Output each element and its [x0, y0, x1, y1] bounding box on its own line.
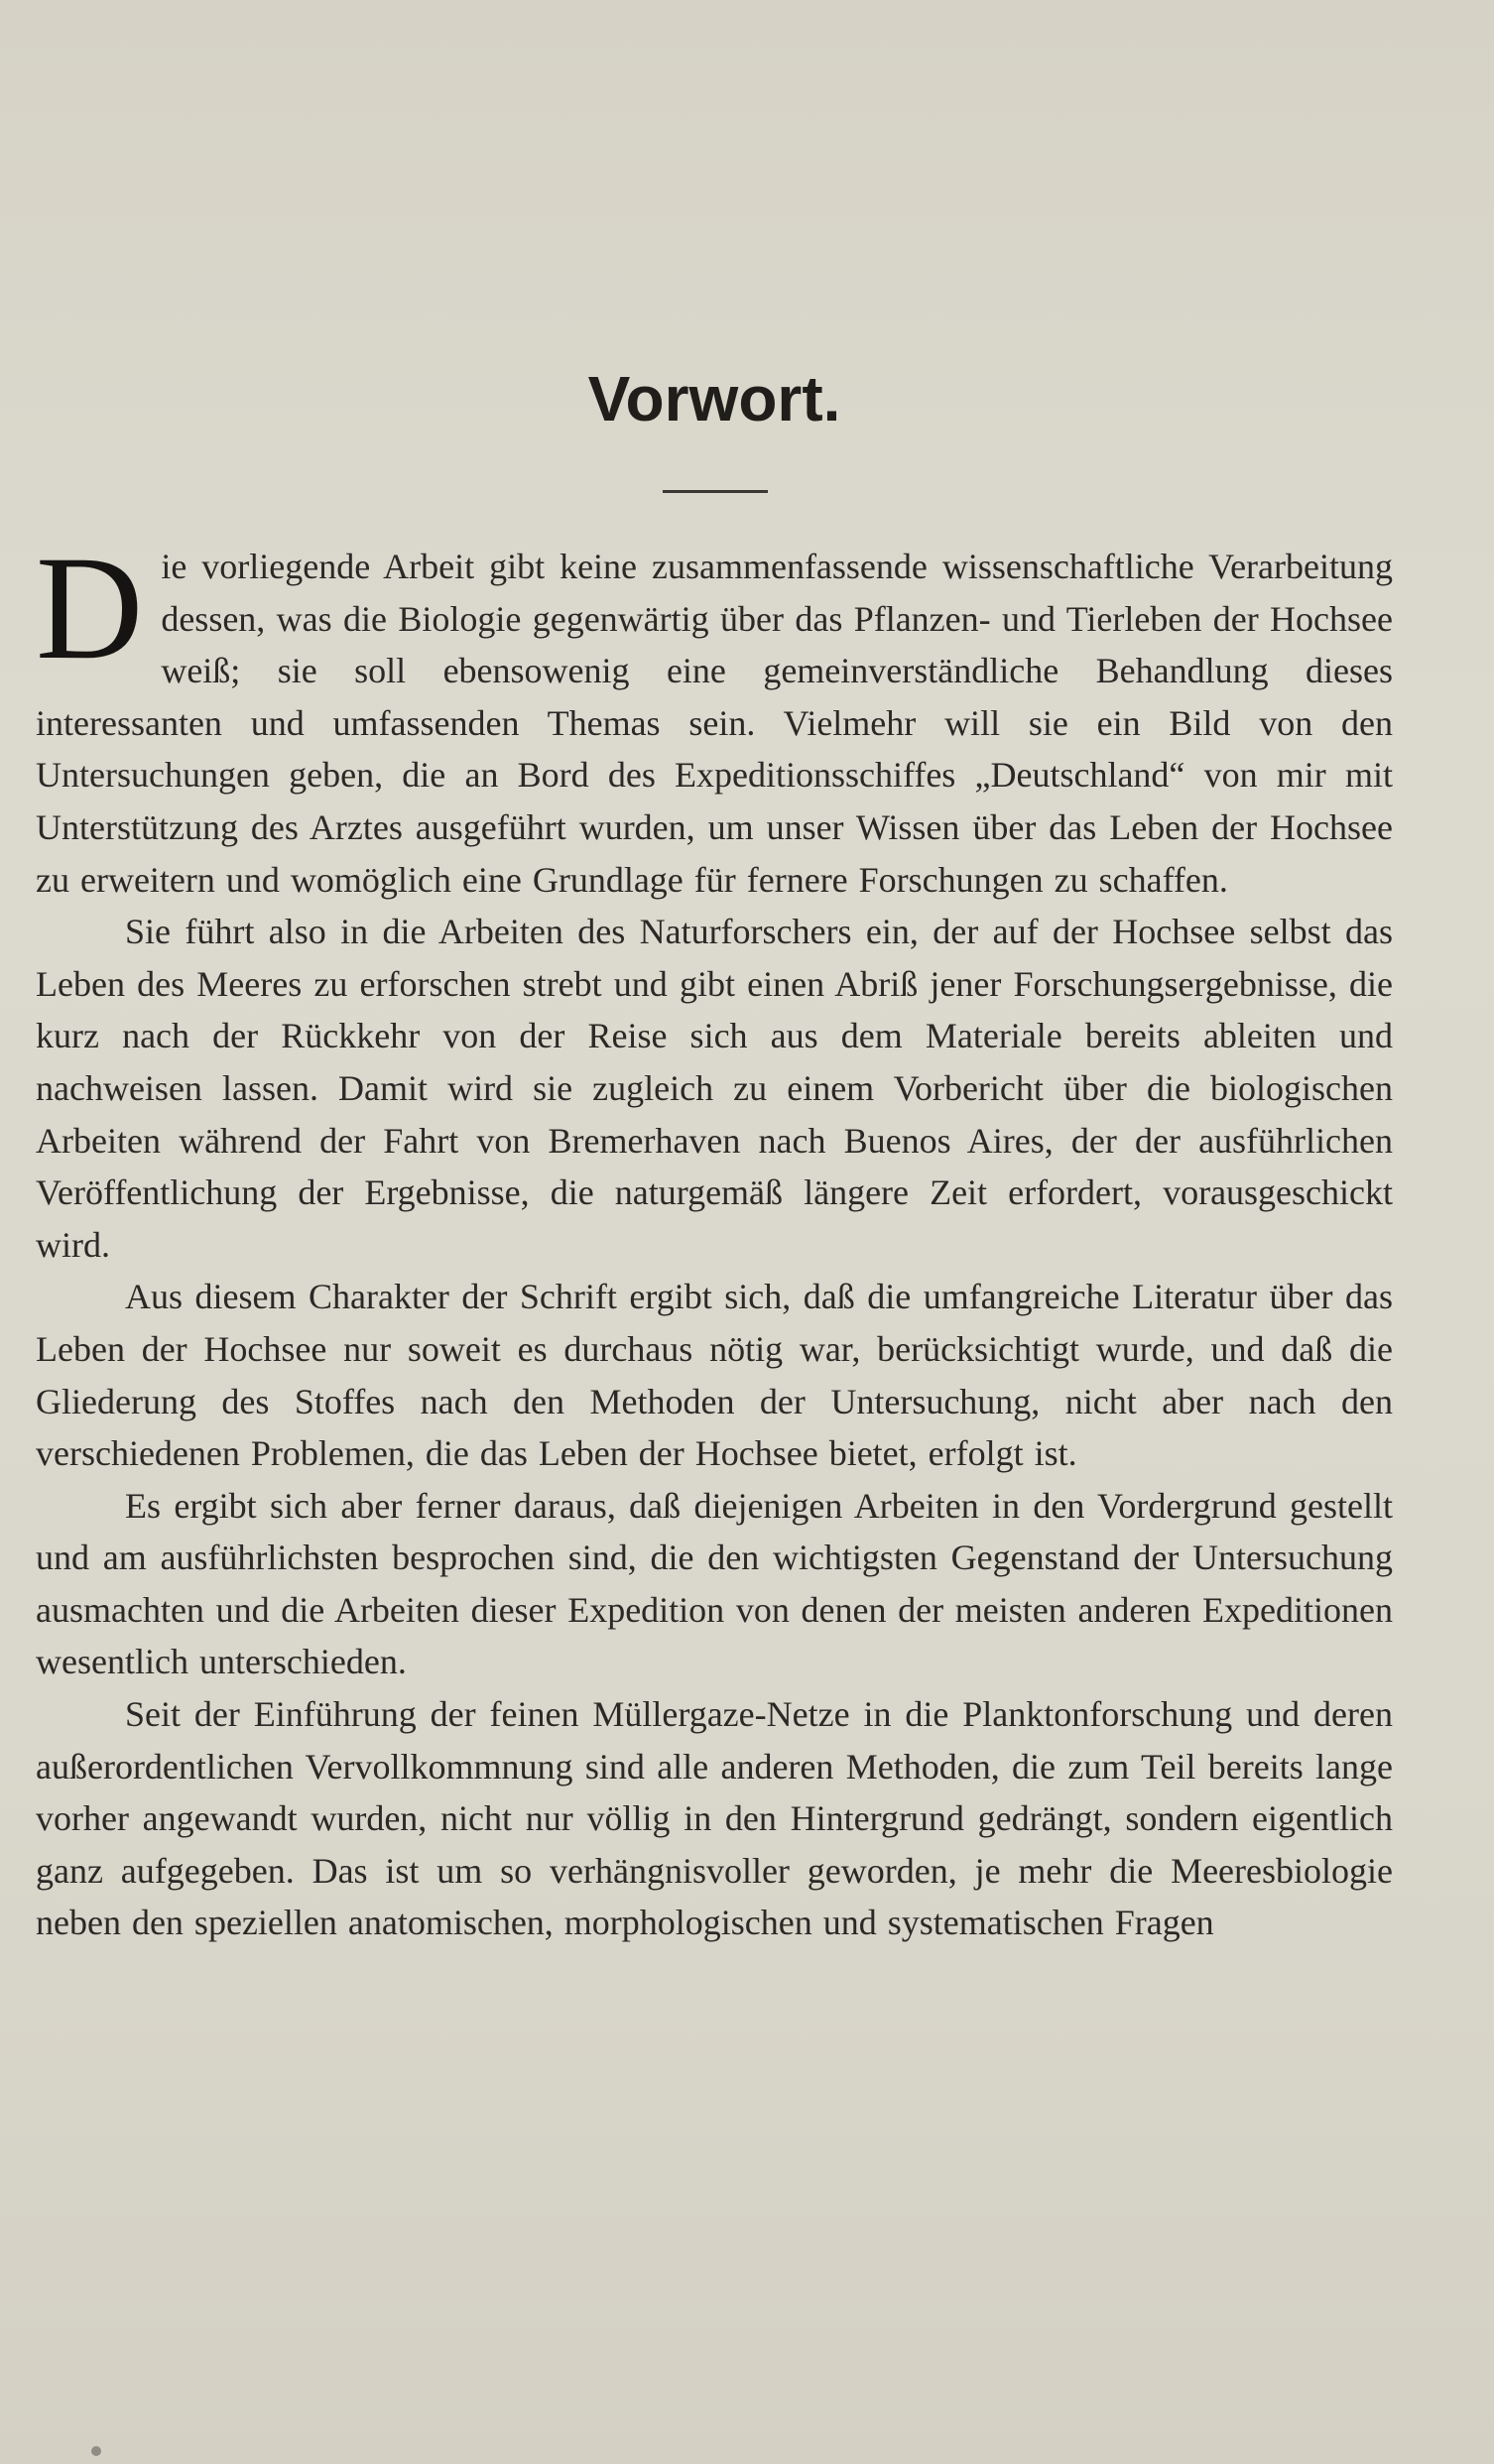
- paragraph-2: Sie führt also in die Arbeiten des Naturforschers ein, der auf der Hochsee selbst das Leben des Meeres zu erforschen strebt und gibt einen Abriß jener Forschungsergebnisse, die kurz nach der Rückkehr von der Reise sich aus dem Materiale bereits ableiten und nachweisen lassen. Damit wird sie zugleich zu einem Vorbericht über die biologischen Arbeiten während der Fahrt von Bremerhaven nach Buenos Aires, der der ausführlichen Veröffentlichung der Ergebnisse, die naturgemäß längere Zeit erfordert, vorausgeschickt wird.: [36, 912, 1393, 1265]
- paragraph-1-text: ie vorliegende Arbeit gibt keine zusammenfassende wissenschaftliche Verarbeitung dessen, was die Biologie gegenwärtig über das Pflanzen- und Tierleben der Hochsee weiß; sie soll ebensowenig eine gemeinverständliche Behandlung dieses interessanten und umfassenden Themas sein. Vielmehr will sie ein Bild von den Untersuchungen geben, die an Bord des Expeditionsschiffes „Deutschland“ von mir mit Unterstützung des Arztes ausgeführt wurden, um unser Wissen über das Leben der Hochsee zu erweitern und womöglich eine Grundlage für fernere Forschungen zu schaffen.: [36, 547, 1393, 900]
- title-divider: [663, 490, 768, 493]
- page-title: Vorwort.: [587, 363, 841, 434]
- preface-text: [36, 526, 1393, 1949]
- paragraph-4: Es ergibt sich aber ferner daraus, daß diejenigen Arbeiten in den Vordergrund gestellt und am ausführlichsten besprochen sind, die den wichtigsten Gegenstand der Untersuchung ausmachten und die Arbeiten dieser Expedition von denen der meisten anderen Expeditionen wesentlich unterschieden.: [36, 1485, 1393, 1682]
- drop-cap: D: [36, 526, 144, 690]
- paper-speck: [91, 2446, 101, 2456]
- paragraph-5: Seit der Einführung der feinen Müllergaze-Netze in die Planktonforschung und deren außerordentlichen Vervollkommnung sind alle anderen Methoden, die zum Teil bereits lange vorher angewandt wurden, nicht nur völlig in den Hintergrund gedrängt, sondern eigentlich ganz aufgegeben. Das ist um so verhängnisvoller geworden, je mehr die Meeresbiologie neben den speziellen anatomischen, morphologischen und systematischen Fragen: [36, 1694, 1393, 1943]
- paragraph-3: Aus diesem Charakter der Schrift ergibt sich, daß die umfangreiche Literatur über das Leben der Hochsee nur soweit es durchaus nötig war, berücksichtigt wurde, und daß die Gliederung des Stoffes nach den Methoden der Untersuchung, nicht aber nach den verschiedenen Problemen, die das Leben der Hochsee bietet, erfolgt ist.: [36, 1277, 1393, 1474]
- paragraph-1: [36, 526, 1393, 906]
